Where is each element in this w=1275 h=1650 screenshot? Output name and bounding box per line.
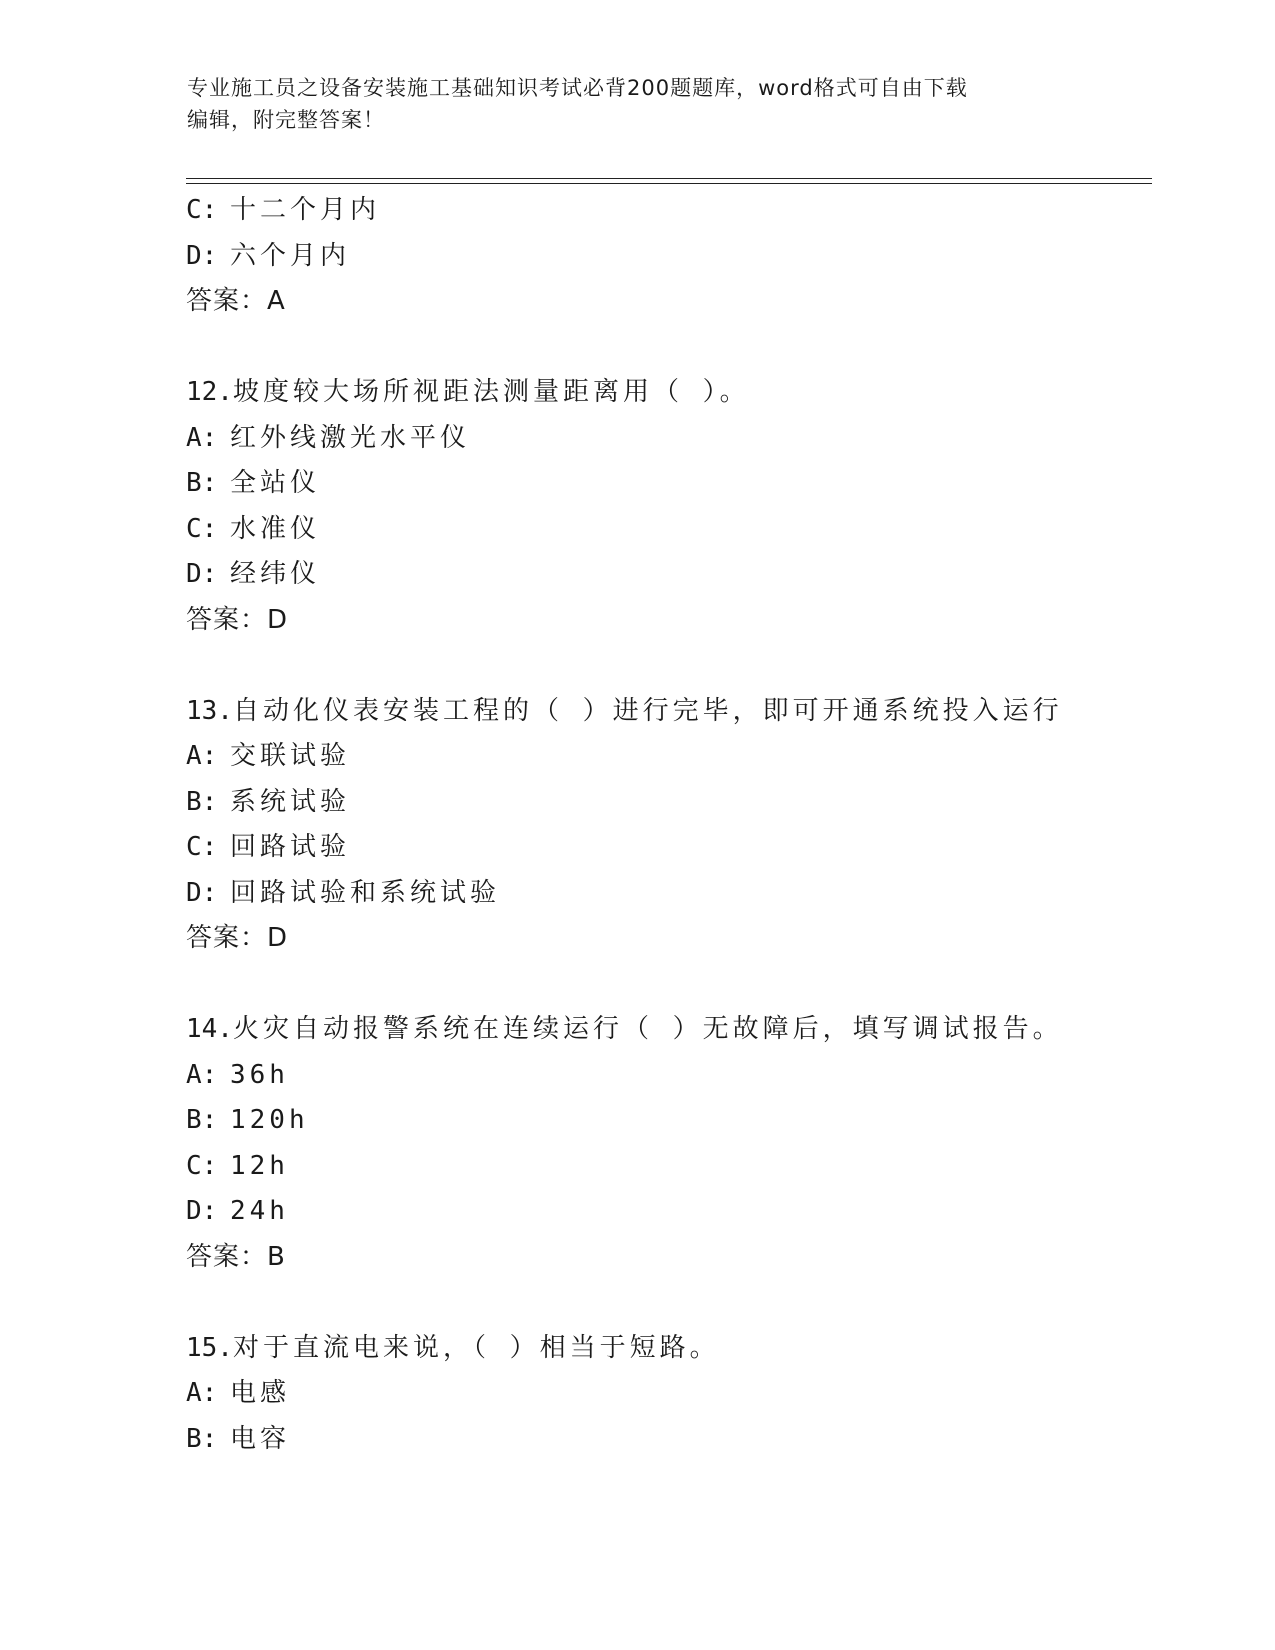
header-title-line-1: 专业施工员之设备安装施工基础知识考试必背200题题库，word格式可自由下载 — [187, 76, 968, 100]
header-title-line-2: 编辑，附完整答案！ — [187, 108, 385, 132]
question-number: 15. — [186, 1332, 233, 1363]
option-a — [186, 734, 1146, 780]
answer-line: 答案：D — [186, 604, 289, 635]
question-text: 坡度较大场所视距法测量距离用（ ）。 — [232, 377, 750, 407]
question-text: 对于直流电来说，（ ）相当于短路。 — [232, 1332, 720, 1363]
option-a — [186, 1371, 1146, 1417]
option-key: B: — [186, 468, 218, 498]
question-stem — [186, 1326, 1146, 1372]
option-d — [186, 871, 1146, 917]
option-key: B: — [186, 786, 218, 817]
option-key: C: — [186, 195, 218, 225]
spacer — [186, 962, 1146, 1008]
option-d — [186, 552, 1146, 598]
option-c — [186, 507, 1146, 553]
question-number: 12. — [186, 377, 233, 407]
option-key: A: — [186, 1378, 218, 1408]
option-a — [186, 1053, 1146, 1099]
option-key: B: — [186, 1105, 218, 1135]
option-text: 红外线激光水平仪 — [230, 422, 471, 453]
option-text: 36h — [230, 1059, 289, 1090]
option-key: C: — [186, 513, 218, 544]
spacer — [186, 643, 1146, 689]
spacer — [186, 1280, 1146, 1326]
option-key: D: — [186, 1196, 218, 1226]
option-key: D: — [186, 559, 218, 589]
question-stem — [186, 370, 1146, 416]
option-text: 120h — [230, 1105, 309, 1135]
header-divider-top — [186, 178, 1152, 179]
question-13 — [186, 689, 1146, 962]
option-text: 水准仪 — [230, 513, 321, 544]
option-d — [186, 234, 1146, 280]
option-c — [186, 825, 1146, 871]
option-text: 12h — [230, 1150, 289, 1181]
question-stem — [186, 1007, 1146, 1053]
option-key: D: — [186, 240, 218, 271]
option-key: B: — [186, 1423, 218, 1454]
option-b — [186, 780, 1146, 826]
option-text: 回路试验 — [230, 832, 351, 862]
option-text: 十二个月内 — [230, 195, 381, 225]
option-key: C: — [186, 832, 218, 862]
option-text: 24h — [230, 1196, 289, 1226]
answer-line: 答案：A — [186, 286, 286, 316]
question-12 — [186, 370, 1146, 643]
option-text: 电容 — [230, 1423, 291, 1454]
answer-line: 答案：B — [186, 1241, 286, 1272]
option-text: 六个月内 — [230, 240, 351, 271]
option-d — [186, 1189, 1146, 1235]
question-number: 13. — [186, 695, 233, 726]
option-key: D: — [186, 877, 218, 908]
spacer — [186, 325, 1146, 371]
question-number: 14. — [186, 1014, 233, 1044]
option-key: A: — [186, 422, 218, 453]
question-15 — [186, 1326, 1146, 1463]
header-divider-bottom — [186, 183, 1152, 184]
option-c — [186, 1144, 1146, 1190]
option-text: 全站仪 — [230, 468, 321, 498]
option-b — [186, 1098, 1146, 1144]
option-text: 经纬仪 — [230, 559, 321, 589]
option-b — [186, 461, 1146, 507]
option-key: C: — [186, 1150, 218, 1181]
option-key: A: — [186, 1059, 218, 1090]
option-text: 电感 — [230, 1378, 291, 1408]
option-key: A: — [186, 741, 218, 771]
question-text: 火灾自动报警系统在连续运行（ ）无故障后，填写调试报告。 — [232, 1014, 1063, 1044]
option-text: 交联试验 — [230, 741, 351, 771]
option-b — [186, 1417, 1146, 1463]
option-text: 系统试验 — [230, 786, 351, 817]
question-list — [186, 188, 1146, 1462]
question-stem — [186, 689, 1146, 735]
question-14 — [186, 1007, 1146, 1280]
question-11-tail — [186, 188, 1146, 325]
answer-line: 答案：D — [186, 923, 289, 953]
option-a — [186, 416, 1146, 462]
question-text: 自动化仪表安装工程的（ ）进行完毕，即可开通系统投入运行 — [232, 695, 1063, 726]
option-text: 回路试验和系统试验 — [230, 877, 501, 908]
option-c — [186, 188, 1146, 234]
page-header — [187, 72, 1087, 136]
